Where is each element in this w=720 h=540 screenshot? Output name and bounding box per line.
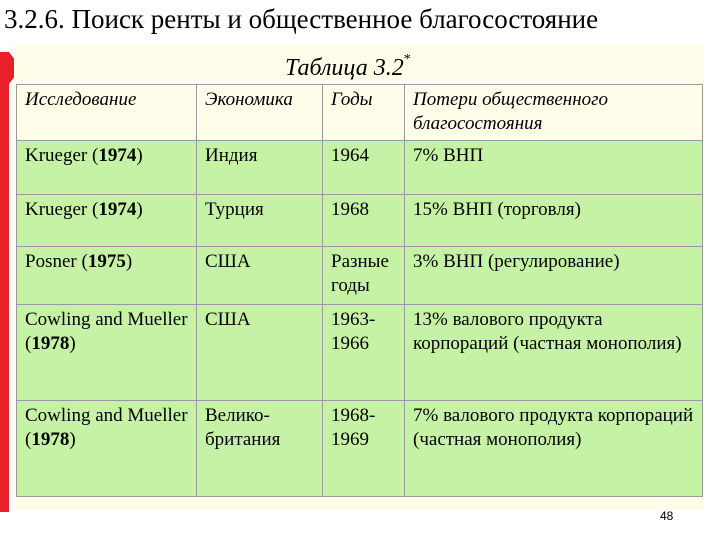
cell-years: 1964 — [323, 141, 405, 195]
cell-study: Posner (1975) — [17, 247, 197, 305]
study-year: 1974 — [98, 199, 137, 220]
cell-study: Krueger (1974) — [17, 195, 197, 247]
table-caption-mark: * — [403, 52, 411, 67]
welfare-loss-table — [16, 84, 703, 497]
header-years: Годы — [323, 85, 405, 141]
cell-loss: 7% ВНП — [405, 141, 703, 195]
cell-years: 1968 — [323, 195, 405, 247]
cell-study: Krueger (1974) — [17, 141, 197, 195]
table-row — [17, 305, 703, 401]
cell-study: Cowling and Mueller (1978) — [17, 305, 197, 401]
cell-loss: 7% валового продукта корпораций (частная монополия) — [405, 401, 703, 497]
cell-loss: 15% ВНП (торговля) — [405, 195, 703, 247]
table-caption — [285, 52, 411, 82]
cell-study: Cowling and Mueller (1978) — [17, 401, 197, 497]
accent-bar — [0, 52, 9, 512]
author: Cowling and Mueller — [25, 309, 188, 330]
table-row — [17, 195, 703, 247]
cell-years: 1968-1969 — [323, 401, 405, 497]
author: Krueger — [25, 145, 88, 166]
study-year: 1975 — [87, 251, 126, 272]
table-row — [17, 247, 703, 305]
cell-years: Разные годы — [323, 247, 405, 305]
study-year: 1978 — [31, 429, 70, 450]
cell-economy: Турция — [197, 195, 323, 247]
table-caption-text: Таблица 3.2 — [285, 55, 404, 81]
slide-title: 3.2.6. Поиск ренты и общественное благосостояние — [4, 4, 599, 34]
author: Posner — [25, 251, 77, 272]
table-row — [17, 401, 703, 497]
author: Cowling and Mueller — [25, 405, 188, 426]
cell-economy: Индия — [197, 141, 323, 195]
study-year: 1974 — [98, 145, 137, 166]
header-economy: Экономика — [197, 85, 323, 141]
cell-loss: 3% ВНП (регулирование) — [405, 247, 703, 305]
page-number: 48 — [660, 509, 674, 523]
study-year: 1978 — [31, 333, 70, 354]
header-study: Исследование — [17, 85, 197, 141]
table-row — [17, 141, 703, 195]
table-header-row — [17, 85, 703, 141]
cell-years: 1963-1966 — [323, 305, 405, 401]
cell-economy: Велико-британия — [197, 401, 323, 497]
cell-economy: США — [197, 305, 323, 401]
author: Krueger — [25, 199, 88, 220]
cell-economy: США — [197, 247, 323, 305]
header-loss: Потери общественного благосостояния — [405, 85, 703, 141]
cell-loss: 13% валового продукта корпораций (частная монополия) — [405, 305, 703, 401]
